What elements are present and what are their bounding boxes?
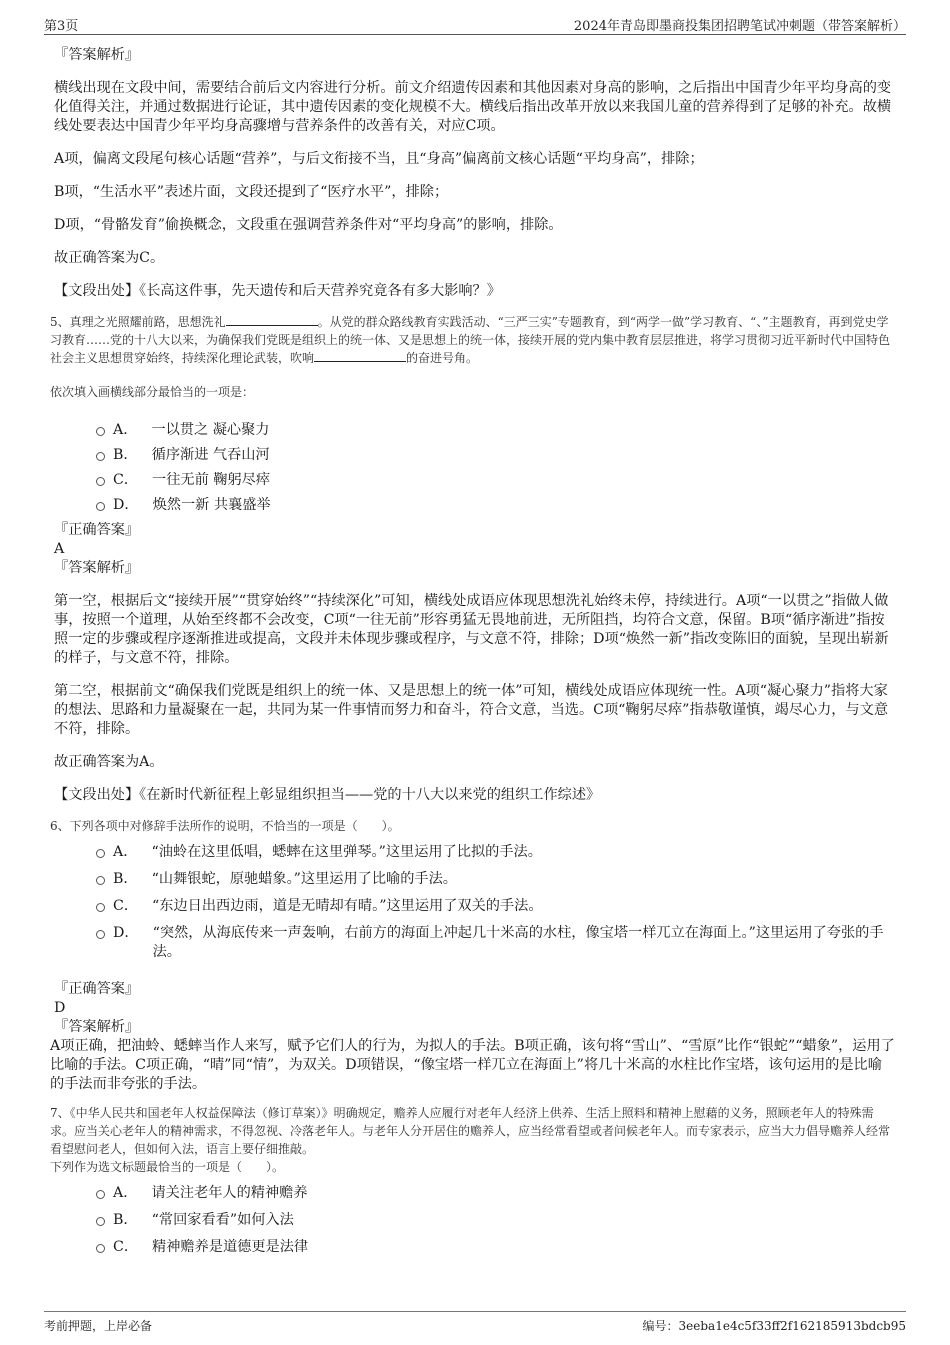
answer-conclusion: 故正确答案为A。 bbox=[54, 754, 164, 770]
analysis-label: 『答案解析』 bbox=[54, 560, 140, 576]
radio-icon[interactable] bbox=[96, 502, 105, 511]
option-a[interactable]: A． 一以贯之 凝心聚力 bbox=[96, 421, 896, 440]
option-b[interactable]: B． 循序渐进 气吞山河 bbox=[96, 446, 896, 465]
analysis-paragraph: A项，偏离文段尾句核心话题“营养”，与后文衔接不当，且“身高”偏离前文核心话题“平均身高”，排除； bbox=[54, 151, 704, 167]
radio-icon[interactable] bbox=[96, 849, 105, 858]
option-b[interactable]: B． “山舞银蛇，原驰蜡象。”这里运用了比喻的手法。 bbox=[96, 870, 896, 889]
page-number: 第3页 bbox=[44, 19, 79, 34]
option-a[interactable]: A． 请关注老年人的精神赡养 bbox=[96, 1184, 896, 1203]
document-title: 2024年青岛即墨商投集团招聘笔试冲刺题（带答案解析） bbox=[573, 19, 906, 34]
correct-answer: A bbox=[54, 541, 65, 557]
options-list bbox=[96, 843, 896, 962]
question-stem: 7、《中华人民共和国老年人权益保障法（修订草案）》明确规定，赡养人应履行对老年人经济上供养、生活上照料和精神上慰藉的义务，照顾老年人的特殊需求。应当关心老年人的精神需求，不得忽视、冷落老年人。与老年人分开居住的赡养人，应当经常看望或者问候老年人。而专家表示，应当大力倡导赡养人经常看望慰问老人，但如何入法，语言上要仔细推敲。 bbox=[50, 1106, 891, 1156]
page-header bbox=[44, 12, 906, 35]
correct-answer-label: 『正确答案』 bbox=[54, 522, 140, 538]
fill-blank bbox=[314, 349, 406, 362]
footer-slogan: 考前押题，上岸必备 bbox=[44, 1319, 153, 1333]
radio-icon[interactable] bbox=[96, 876, 105, 885]
question-prompt: 下列作为选文标题最恰当的一项是（ ）。 bbox=[50, 1160, 285, 1174]
correct-answer-label: 『正确答案』 bbox=[54, 981, 140, 997]
document-id: 编号：3eeba1e4c5f33ff2f162185913bdcb95 bbox=[642, 1319, 906, 1333]
option-c[interactable]: C． 一往无前 鞠躬尽瘁 bbox=[96, 471, 896, 490]
question-4-analysis bbox=[54, 46, 896, 301]
answer-conclusion: 故正确答案为C。 bbox=[54, 250, 165, 266]
radio-icon[interactable] bbox=[96, 427, 105, 436]
option-d[interactable]: D． “突然，从海底传来一声轰响，右前方的海面上冲起几十米高的水柱，像宝塔一样兀立在海面上。”这里运用了夸张的手法。 bbox=[96, 924, 896, 962]
radio-icon[interactable] bbox=[96, 903, 105, 912]
radio-icon[interactable] bbox=[96, 452, 105, 461]
options-list bbox=[96, 1184, 896, 1257]
analysis-paragraph: A项正确，把油蛉、蟋蟀当作人来写，赋予它们人的行为，为拟人的手法。B项正确，该句将“雪山”、“雪原”比作“银蛇”“蜡象”，运用了比喻的手法。C项正确，“晴”同“情”，为双关。D项错误，“像宝塔一样兀立在海面上”将几十米高的水柱比作宝塔，该句运用的是比喻的手法而非夸张的手法。 bbox=[50, 1038, 895, 1092]
correct-answer: D bbox=[54, 1000, 66, 1016]
option-b[interactable]: B． “常回家看看”如何入法 bbox=[96, 1211, 896, 1230]
question-6 bbox=[50, 817, 896, 1094]
page-content bbox=[50, 46, 896, 1257]
option-c[interactable]: C． “东边日出西边雨，道是无晴却有晴。”这里运用了双关的手法。 bbox=[96, 897, 896, 916]
page-footer bbox=[44, 1311, 906, 1334]
analysis-paragraph: 第一空，根据后文“接续开展”“贯穿始终”“持续深化”可知，横线处成语应体现思想洗礼始终未停，持续进行。A项“一以贯之”指做人做事，按照一个道理，从始至终都不会改变，C项“一往无前”形容勇猛无畏地前进，无所阻挡，均符合文意，保留。B项“循序渐进”指按照一定的步骤或程序逐渐推进或提高，文段并未体现步骤或程序，与文意不符，排除；D项“焕然一新”指改变陈旧的面貌，呈现出崭新的样子，与文意不符，排除。 bbox=[54, 593, 889, 666]
analysis-paragraph: 横线出现在文段中间，需要结合前后文内容进行分析。前文介绍遗传因素和其他因素对身高的影响，之后指出中国青少年平均身高的变化值得关注，并通过数据进行论证，其中遗传因素的变化规模不大。横线后指出改革开放以来我国儿童的营养得到了足够的补充。故横线处要表达中国青少年平均身高骤增与营养条件的改善有关，对应C项。 bbox=[54, 80, 892, 134]
radio-icon[interactable] bbox=[96, 1190, 105, 1199]
analysis-label: 『答案解析』 bbox=[54, 47, 140, 63]
option-c[interactable]: C． 精神赡养是道德更是法律 bbox=[96, 1238, 896, 1257]
radio-icon[interactable] bbox=[96, 1217, 105, 1226]
radio-icon[interactable] bbox=[96, 930, 105, 939]
question-prompt: 依次填入画横线部分最恰当的一项是： bbox=[50, 385, 255, 399]
question-stem: 5、真理之光照耀前路，思想洗礼 。从党的群众路线教育实践活动、“三严三实”专题教育，到“两学一做”学习教育、“、”主题教育，再到党史学习教育……党的十八大以来，为确保我们党既是组织上的统一体、又是思想上的统一体，接续开展的党内集中教育层层推进，将学习贯彻习近平新时代中国特色社会主义思想贯穿始终，持续深化理论武装，吹响 的奋进号角。 bbox=[50, 315, 891, 365]
options-list bbox=[96, 421, 896, 515]
analysis-paragraph: 第二空，根据前文“确保我们党既是组织上的统一体、又是思想上的统一体”可知，横线处成语应体现统一性。A项“凝心聚力”指将大家的想法、思路和力量凝聚在一起，共同为某一件事情而努力和奋斗，符合文意，当选。C项“鞠躬尽瘁”指恭敬谨慎，竭尽心力，与文意不符，排除。 bbox=[54, 683, 889, 737]
question-7 bbox=[50, 1104, 896, 1257]
question-5 bbox=[50, 313, 896, 805]
analysis-paragraph: D项，“骨骼发育”偷换概念，文段重在强调营养条件对“平均身高”的影响，排除。 bbox=[54, 217, 563, 233]
analysis-label: 『答案解析』 bbox=[54, 1019, 140, 1035]
radio-icon[interactable] bbox=[96, 477, 105, 486]
option-d[interactable]: D． 焕然一新 共襄盛举 bbox=[96, 496, 896, 515]
source-citation: 【文段出处】《在新时代新征程上彰显组织担当——党的十八大以来党的组织工作综述》 bbox=[54, 787, 601, 803]
fill-blank bbox=[226, 313, 318, 326]
option-a[interactable]: A． “油蛉在这里低唱，蟋蟀在这里弹琴。”这里运用了比拟的手法。 bbox=[96, 843, 896, 862]
question-stem: 6、下列各项中对修辞手法所作的说明，不恰当的一项是（ ）。 bbox=[50, 819, 400, 833]
analysis-paragraph: B项，“生活水平”表述片面，文段还提到了“医疗水平”，排除； bbox=[54, 184, 449, 200]
radio-icon[interactable] bbox=[96, 1244, 105, 1253]
source-citation: 【文段出处】《长高这件事，先天遗传和后天营养究竟各有多大影响？》 bbox=[54, 283, 501, 299]
